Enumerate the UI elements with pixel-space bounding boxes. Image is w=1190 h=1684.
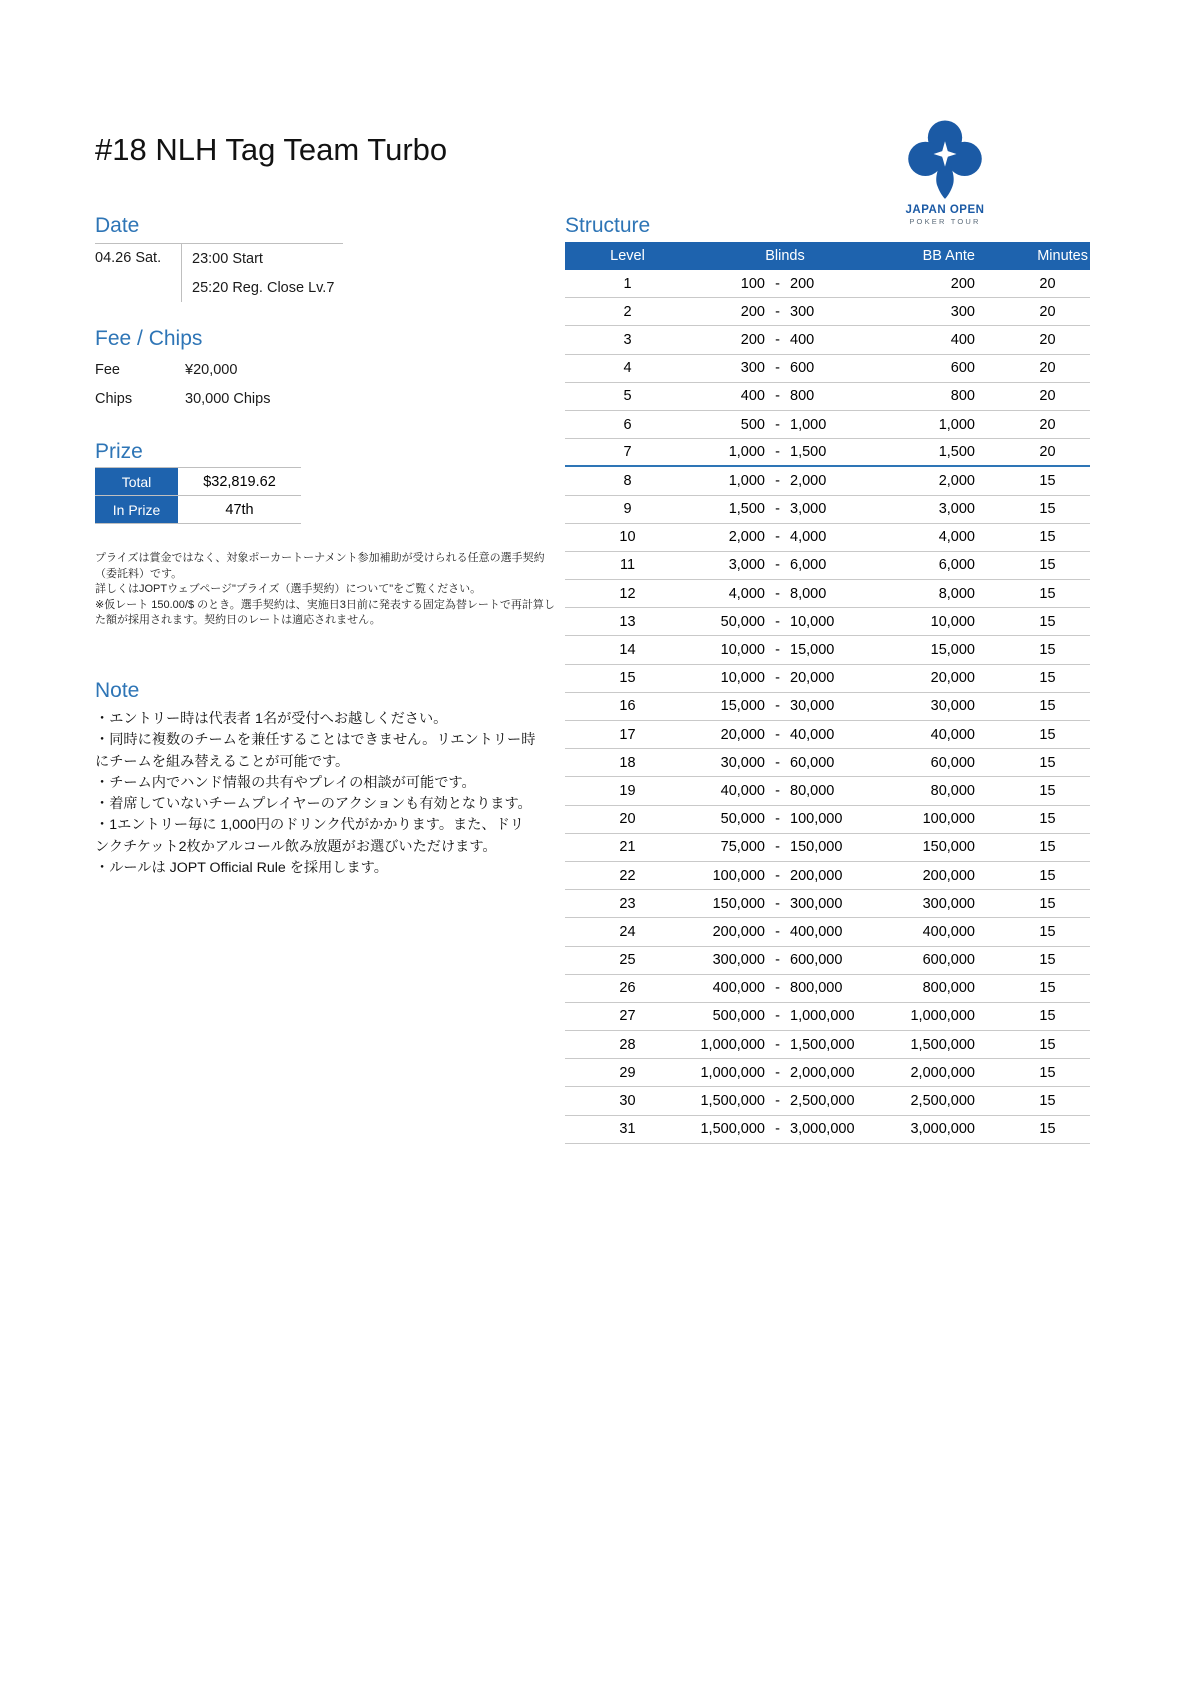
cell-minutes: 15: [1039, 501, 1056, 518]
cell-bb-ante: 60,000: [930, 754, 975, 771]
cell-minutes: 15: [1039, 726, 1056, 743]
cell-dash: -: [775, 303, 780, 320]
fine-print-line: ※仮レート 150.00/$ のとき。選手契約は、実施日3日前に発表する固定為替レートで再計算した額が採用されます。契約日のレートは適応されません。: [95, 598, 555, 627]
fee-chips-value: ¥20,000: [185, 361, 238, 378]
cell-dash: -: [775, 416, 780, 433]
cell-big-blind: 10,000: [790, 613, 835, 630]
cell-big-blind: 150,000: [790, 839, 843, 856]
cell-big-blind: 80,000: [790, 782, 835, 799]
cell-small-blind: 300: [740, 360, 765, 377]
cell-big-blind: 600: [790, 360, 815, 377]
structure-row: [565, 693, 1090, 721]
note-bullet: ・1エントリー毎に 1,000円のドリンク代がかかります。また、ドリンクチケット2枚かアルコール飲み放題がお選びいただけます。: [95, 817, 524, 855]
cell-level: 6: [623, 416, 632, 433]
cell-level: 3: [623, 331, 632, 348]
structure-row: [565, 1087, 1090, 1115]
structure-row: [565, 918, 1090, 946]
cell-level: 16: [619, 698, 636, 715]
cell-minutes: 15: [1039, 782, 1056, 799]
note-bullet: ・着席していないチームプレイヤーのアクションも有効となります。: [95, 796, 532, 813]
cell-small-blind: 1,000: [728, 472, 765, 489]
cell-dash: -: [775, 923, 780, 940]
structure-row: [565, 862, 1090, 890]
cell-level: 18: [619, 754, 636, 771]
cell-level: 1: [623, 275, 632, 292]
cell-level: 2: [623, 303, 632, 320]
cell-big-blind: 2,000,000: [790, 1064, 855, 1081]
cell-minutes: 20: [1039, 388, 1056, 405]
cell-dash: -: [775, 275, 780, 292]
fine-print-line: プライズは賞金ではなく、対象ポーカートーナメント参加補助が受けられる任意の選手契約（委託料）です。: [95, 552, 545, 580]
date-entry: 23:00 Start: [192, 250, 263, 267]
structure-row: [565, 806, 1090, 834]
cell-minutes: 15: [1039, 1064, 1056, 1081]
cell-minutes: 15: [1039, 923, 1056, 940]
cell-big-blind: 200,000: [790, 867, 843, 884]
date-day: 04.26 Sat.: [95, 250, 162, 266]
cell-dash: -: [775, 952, 780, 969]
cell-small-blind: 500,000: [712, 1008, 765, 1025]
fee-chips-row: [95, 355, 355, 384]
column-header-bb-ante: BB Ante: [922, 248, 975, 264]
cell-dash: -: [775, 642, 780, 659]
cell-minutes: 15: [1039, 839, 1056, 856]
cell-level: 7: [623, 444, 632, 461]
cell-big-blind: 800: [790, 388, 815, 405]
cell-dash: -: [775, 895, 780, 912]
cell-dash: -: [775, 1036, 780, 1053]
cell-bb-ante: 2,500,000: [910, 1093, 975, 1110]
cell-big-blind: 1,000: [790, 416, 827, 433]
cell-small-blind: 200,000: [712, 923, 765, 940]
structure-row: [565, 467, 1090, 495]
cell-level: 13: [619, 613, 636, 630]
structure-row: [565, 326, 1090, 354]
cell-big-blind: 15,000: [790, 642, 835, 659]
structure-row: [565, 1059, 1090, 1087]
note-bullet: ・エントリー時は代表者 1名が受付へお越しください。: [95, 711, 448, 727]
structure-row: [565, 890, 1090, 918]
structure-row: [565, 665, 1090, 693]
cell-big-blind: 400: [790, 331, 815, 348]
cell-big-blind: 800,000: [790, 980, 843, 997]
cell-level: 17: [619, 726, 636, 743]
cell-bb-ante: 1,500: [938, 444, 975, 461]
cell-small-blind: 50,000: [720, 811, 765, 828]
cell-minutes: 15: [1039, 952, 1056, 969]
cell-big-blind: 6,000: [790, 557, 827, 574]
fee-chips-label: Chips: [95, 390, 133, 407]
structure-row: [565, 552, 1090, 580]
fee-chips-rows: [95, 355, 355, 413]
cell-bb-ante: 150,000: [922, 839, 975, 856]
cell-dash: -: [775, 698, 780, 715]
logo-text-secondary: POKER TOUR: [909, 217, 981, 226]
cell-level: 23: [619, 895, 636, 912]
cell-minutes: 15: [1039, 980, 1056, 997]
cell-bb-ante: 2,000: [938, 472, 975, 489]
cell-small-blind: 100: [740, 275, 765, 292]
fee-chips-heading: Fee / Chips: [95, 327, 203, 350]
page-title: #18 NLH Tag Team Turbo: [95, 132, 448, 167]
cell-minutes: 15: [1039, 754, 1056, 771]
cell-big-blind: 600,000: [790, 952, 843, 969]
cell-dash: -: [775, 782, 780, 799]
cell-bb-ante: 2,000,000: [910, 1064, 975, 1081]
cell-dash: -: [775, 1093, 780, 1110]
cell-bb-ante: 4,000: [938, 529, 975, 546]
cell-level: 12: [619, 585, 636, 602]
cell-minutes: 20: [1039, 444, 1056, 461]
cell-minutes: 15: [1039, 698, 1056, 715]
cell-dash: -: [775, 726, 780, 743]
cell-bb-ante: 200,000: [922, 867, 975, 884]
cell-bb-ante: 200: [950, 275, 975, 292]
cell-small-blind: 1,000,000: [700, 1064, 765, 1081]
cell-small-blind: 2,000: [728, 529, 765, 546]
cell-dash: -: [775, 839, 780, 856]
cell-big-blind: 30,000: [790, 698, 835, 715]
cell-small-blind: 40,000: [720, 782, 765, 799]
cell-dash: -: [775, 331, 780, 348]
cell-bb-ante: 6,000: [938, 557, 975, 574]
cell-level: 5: [623, 388, 632, 405]
cell-level: 8: [623, 472, 632, 489]
cell-level: 15: [619, 670, 636, 687]
cell-level: 25: [619, 952, 636, 969]
prize-row-value: $32,819.62: [203, 473, 276, 490]
note-heading: Note: [95, 679, 140, 702]
cell-bb-ante: 400: [950, 331, 975, 348]
cell-bb-ante: 600,000: [922, 952, 975, 969]
structure-table-header: [565, 242, 1090, 270]
cell-minutes: 15: [1039, 1093, 1056, 1110]
cell-level: 27: [619, 1008, 636, 1025]
cell-bb-ante: 3,000,000: [910, 1121, 975, 1138]
prize-row: [95, 468, 301, 496]
cell-dash: -: [775, 1121, 780, 1138]
cell-big-blind: 300,000: [790, 895, 843, 912]
cell-small-blind: 15,000: [720, 698, 765, 715]
cell-big-blind: 8,000: [790, 585, 827, 602]
prize-row-value: 47th: [225, 501, 254, 518]
cell-minutes: 15: [1039, 1008, 1056, 1025]
column-header-level: Level: [610, 248, 645, 264]
logo-text-primary: JAPAN OPEN: [905, 204, 985, 216]
note-bullets: [95, 709, 537, 879]
date-heading: Date: [95, 214, 140, 237]
structure-row: [565, 270, 1090, 298]
cell-small-blind: 400: [740, 388, 765, 405]
column-header-blinds: Blinds: [765, 248, 805, 264]
cell-bb-ante: 800,000: [922, 980, 975, 997]
cell-bb-ante: 20,000: [930, 670, 975, 687]
structure-heading: Structure: [565, 214, 651, 237]
cell-small-blind: 100,000: [712, 867, 765, 884]
jopt-logo: [897, 118, 993, 226]
cell-dash: -: [775, 501, 780, 518]
cell-big-blind: 60,000: [790, 754, 835, 771]
cell-dash: -: [775, 388, 780, 405]
cell-bb-ante: 600: [950, 360, 975, 377]
cell-small-blind: 1,500,000: [700, 1121, 765, 1138]
structure-row: [565, 439, 1090, 467]
cell-minutes: 20: [1039, 416, 1056, 433]
cell-small-blind: 10,000: [720, 670, 765, 687]
cell-level: 20: [619, 811, 636, 828]
structure-row: [565, 608, 1090, 636]
cell-minutes: 15: [1039, 613, 1056, 630]
cell-dash: -: [775, 867, 780, 884]
cell-small-blind: 300,000: [712, 952, 765, 969]
cell-bb-ante: 1,000: [938, 416, 975, 433]
cell-small-blind: 3,000: [728, 557, 765, 574]
structure-row: [565, 383, 1090, 411]
cell-minutes: 15: [1039, 811, 1056, 828]
cell-level: 4: [623, 360, 632, 377]
structure-row: [565, 777, 1090, 805]
cell-small-blind: 500: [740, 416, 765, 433]
structure-table: [565, 242, 1090, 1144]
cell-dash: -: [775, 472, 780, 489]
structure-row: [565, 298, 1090, 326]
prize-table: [95, 467, 301, 524]
structure-row: [565, 496, 1090, 524]
note-bullet: ・同時に複数のチームを兼任することはできません。リエントリー時にチームを組み替えることが可能です。: [95, 732, 536, 770]
cell-small-blind: 1,500: [728, 501, 765, 518]
cell-minutes: 15: [1039, 642, 1056, 659]
date-table: [95, 243, 343, 302]
structure-row: [565, 524, 1090, 552]
cell-big-blind: 3,000,000: [790, 1121, 855, 1138]
structure-row: [565, 749, 1090, 777]
cell-big-blind: 40,000: [790, 726, 835, 743]
cell-small-blind: 4,000: [728, 585, 765, 602]
cell-minutes: 20: [1039, 331, 1056, 348]
cell-dash: -: [775, 557, 780, 574]
cell-dash: -: [775, 529, 780, 546]
cell-big-blind: 20,000: [790, 670, 835, 687]
cell-big-blind: 2,000: [790, 472, 827, 489]
cell-small-blind: 200: [740, 303, 765, 320]
cell-minutes: 15: [1039, 1036, 1056, 1053]
cell-big-blind: 400,000: [790, 923, 843, 940]
cell-bb-ante: 300: [950, 303, 975, 320]
cell-level: 28: [619, 1036, 636, 1053]
cell-small-blind: 400,000: [712, 980, 765, 997]
cell-minutes: 20: [1039, 275, 1056, 292]
cell-minutes: 20: [1039, 360, 1056, 377]
cell-bb-ante: 3,000: [938, 501, 975, 518]
structure-row: [565, 721, 1090, 749]
cell-big-blind: 3,000: [790, 501, 827, 518]
date-entries: [182, 244, 343, 302]
prize-row-label: Total: [95, 468, 178, 495]
cell-bb-ante: 100,000: [922, 811, 975, 828]
cell-dash: -: [775, 1008, 780, 1025]
structure-row: [565, 355, 1090, 383]
cell-level: 14: [619, 642, 636, 659]
cell-bb-ante: 8,000: [938, 585, 975, 602]
cell-level: 29: [619, 1064, 636, 1081]
fee-chips-row: [95, 384, 355, 413]
cell-level: 26: [619, 980, 636, 997]
structure-row: [565, 1116, 1090, 1144]
structure-row: [565, 636, 1090, 664]
fine-print-line: 詳しくはJOPTウェブページ"プライズ（選手契約）について"をご覧ください。: [95, 583, 482, 596]
cell-big-blind: 300: [790, 303, 815, 320]
cell-small-blind: 200: [740, 331, 765, 348]
cell-big-blind: 1,000,000: [790, 1008, 855, 1025]
cell-bb-ante: 1,500,000: [910, 1036, 975, 1053]
cell-big-blind: 1,500,000: [790, 1036, 855, 1053]
column-header-minutes: Minutes: [1037, 248, 1088, 264]
cell-bb-ante: 80,000: [930, 782, 975, 799]
cell-level: 21: [619, 839, 636, 856]
cell-big-blind: 100,000: [790, 811, 843, 828]
date-entry: 25:20 Reg. Close Lv.7: [192, 279, 335, 296]
prize-row: [95, 496, 301, 524]
structure-row: [565, 580, 1090, 608]
cell-bb-ante: 40,000: [930, 726, 975, 743]
cell-bb-ante: 30,000: [930, 698, 975, 715]
cell-big-blind: 200: [790, 275, 815, 292]
note-bullet: ・チーム内でハンド情報の共有やプレイの相談が可能です。: [95, 774, 476, 791]
structure-row: [565, 947, 1090, 975]
cell-small-blind: 1,500,000: [700, 1093, 765, 1110]
fee-chips-label: Fee: [95, 361, 120, 378]
cell-dash: -: [775, 811, 780, 828]
cell-dash: -: [775, 360, 780, 377]
cell-level: 19: [619, 782, 636, 799]
cell-minutes: 15: [1039, 557, 1056, 574]
cell-small-blind: 10,000: [720, 642, 765, 659]
prize-row-label: In Prize: [95, 496, 178, 523]
cell-big-blind: 4,000: [790, 529, 827, 546]
structure-row: [565, 834, 1090, 862]
cell-dash: -: [775, 613, 780, 630]
cell-bb-ante: 15,000: [930, 642, 975, 659]
cell-big-blind: 1,500: [790, 444, 827, 461]
cell-small-blind: 150,000: [712, 895, 765, 912]
structure-row: [565, 1003, 1090, 1031]
cell-dash: -: [775, 1064, 780, 1081]
cell-small-blind: 50,000: [720, 613, 765, 630]
cell-bb-ante: 800: [950, 388, 975, 405]
cell-minutes: 15: [1039, 472, 1056, 489]
cell-dash: -: [775, 444, 780, 461]
cell-bb-ante: 1,000,000: [910, 1008, 975, 1025]
cell-level: 30: [619, 1093, 636, 1110]
cell-minutes: 20: [1039, 303, 1056, 320]
cell-minutes: 15: [1039, 895, 1056, 912]
structure-table-body: [565, 270, 1090, 1144]
cell-level: 10: [619, 529, 636, 546]
cell-dash: -: [775, 585, 780, 602]
structure-row: [565, 975, 1090, 1003]
cell-level: 31: [619, 1121, 636, 1138]
cell-minutes: 15: [1039, 867, 1056, 884]
cell-bb-ante: 10,000: [930, 613, 975, 630]
prize-heading: Prize: [95, 440, 143, 463]
structure-row: [565, 1031, 1090, 1059]
cell-small-blind: 1,000: [728, 444, 765, 461]
cell-minutes: 15: [1039, 1121, 1056, 1138]
club-drop-icon: [897, 118, 993, 203]
cell-small-blind: 30,000: [720, 754, 765, 771]
cell-minutes: 15: [1039, 585, 1056, 602]
prize-fine-print: [95, 551, 557, 629]
cell-big-blind: 2,500,000: [790, 1093, 855, 1110]
cell-level: 22: [619, 867, 636, 884]
cell-small-blind: 20,000: [720, 726, 765, 743]
cell-bb-ante: 400,000: [922, 923, 975, 940]
note-bullet: ・ルールは JOPT Official Rule を採用します。: [95, 860, 388, 877]
structure-row: [565, 411, 1090, 439]
cell-minutes: 15: [1039, 529, 1056, 546]
cell-dash: -: [775, 754, 780, 771]
cell-small-blind: 1,000,000: [700, 1036, 765, 1053]
cell-level: 11: [619, 557, 636, 574]
cell-small-blind: 75,000: [720, 839, 765, 856]
cell-dash: -: [775, 670, 780, 687]
fee-chips-value: 30,000 Chips: [185, 390, 271, 407]
cell-level: 24: [619, 923, 636, 940]
cell-dash: -: [775, 980, 780, 997]
cell-level: 9: [623, 501, 632, 518]
cell-bb-ante: 300,000: [922, 895, 975, 912]
cell-minutes: 15: [1039, 670, 1056, 687]
